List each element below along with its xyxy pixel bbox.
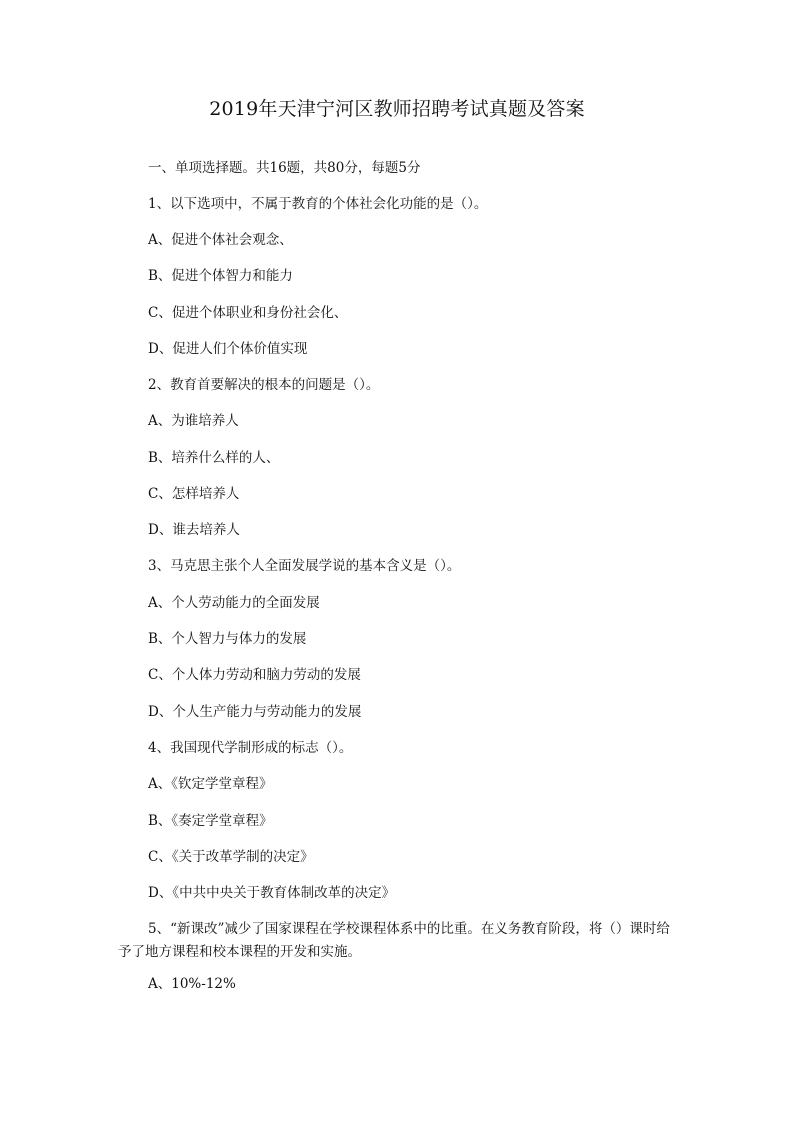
question-4-option-a: A、《钦定学堂章程》 (148, 776, 273, 792)
question-3-option-b: B、个人智力与体力的发展 (148, 631, 307, 647)
question-4-stem: 4、我国现代学制形成的标志（）。 (148, 740, 353, 756)
question-3-option-a: A、个人劳动能力的全面发展 (148, 595, 320, 611)
question-5-stem: 5、“新课改”减少了国家课程在学校课程体系中的比重。在义务教育阶段，将（）课时给予了地方课程和校本课程的开发和实施。 (118, 921, 670, 960)
question-2-option-a: A、为谁培养人 (148, 413, 239, 429)
question-3-stem: 3、马克思主张个人全面发展学说的基本含义是（）。 (148, 558, 461, 574)
question-1-option-d: D、促进人们个体价值实现 (148, 341, 308, 357)
question-4-option-c: C、《关于改革学制的决定》 (148, 849, 314, 865)
question-1-option-c: C、促进个体职业和身份社会化、 (148, 305, 348, 321)
question-5-option-a: A、10%-12% (148, 976, 236, 992)
question-2-option-c: C、怎样培养人 (148, 486, 240, 502)
document-title: 2019年天津宁河区教师招聘考试真题及答案 (209, 98, 585, 120)
question-2-stem: 2、教育首要解决的根本的问题是（）。 (148, 377, 380, 393)
question-2-option-b: B、培养什么样的人、 (148, 450, 280, 466)
question-1-option-b: B、促进个体智力和能力 (148, 268, 293, 284)
question-2-option-d: D、谁去培养人 (148, 522, 240, 538)
question-4-option-b: B、《奏定学堂章程》 (148, 813, 273, 829)
section-heading: 一、单项选择题。共16题，共80分，每题5分 (148, 160, 421, 176)
question-3-option-d: D、个人生产能力与劳动能力的发展 (148, 704, 362, 720)
question-1-option-a: A、促进个体社会观念、 (148, 232, 293, 248)
question-3-option-c: C、个人体力劳动和脑力劳动的发展 (148, 667, 361, 683)
question-4-option-d: D、《中共中央关于教育体制改革的决定》 (148, 885, 396, 901)
question-1-stem: 1、以下选项中，不属于教育的个体社会化功能的是（）。 (148, 196, 488, 212)
